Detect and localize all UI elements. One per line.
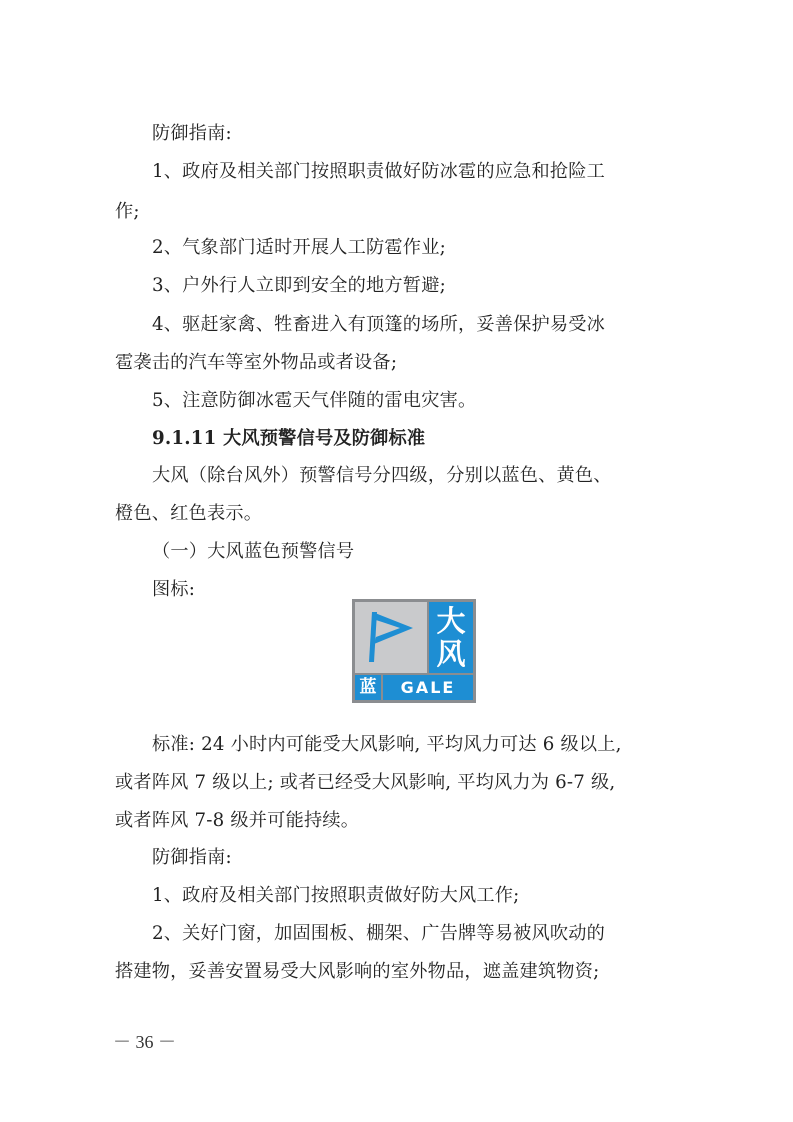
- standard-line-3: 或者阵风 7-8 级并可能持续。: [115, 810, 360, 831]
- guide-item-3: 3、户外行人立即到安全的地方暂避;: [152, 275, 446, 296]
- page-number: － 36 －: [113, 1032, 176, 1052]
- char-da: 大: [436, 604, 466, 638]
- char-feng: 风: [436, 637, 466, 671]
- wind-guide-item-2: 2、关好门窗，加固围板、棚架、广告牌等易被风吹动的: [152, 923, 606, 944]
- signal-levels-text-cont: 橙色、红色表示。: [115, 503, 263, 524]
- standard-line-2: 或者阵风 7 级以上; 或者已经受大风影响, 平均风力为 6-7 级,: [115, 772, 616, 793]
- icon-label: 图标:: [152, 579, 196, 600]
- blue-signal-heading: （一）大风蓝色预警信号: [152, 541, 355, 562]
- english-label: GALE: [383, 675, 473, 700]
- signal-levels-text: 大风（除台风外）预警信号分四级，分别以蓝色、黄色、: [152, 465, 612, 486]
- char-panel: [429, 602, 473, 673]
- guide-item-4: 4、驱赶家禽、牲畜进入有顶篷的场所，妥善保护易受冰: [152, 314, 606, 335]
- guide-item-4-cont: 雹袭击的汽车等室外物品或者设备;: [115, 352, 398, 373]
- flag-panel: [355, 602, 427, 673]
- wind-guide-item-2-cont: 搭建物，妥善安置易受大风影响的室外物品，遮盖建筑物资;: [115, 961, 600, 982]
- guide-heading-1: 防御指南:: [152, 123, 232, 144]
- guide-item-1: 1、政府及相关部门按照职责做好防冰雹的应急和抢险工: [152, 161, 606, 182]
- wind-flag-icon: [355, 602, 427, 673]
- wind-guide-item-1: 1、政府及相关部门按照职责做好防大风工作;: [152, 885, 520, 906]
- section-heading: 9.1.11 大风预警信号及防御标准: [152, 428, 426, 449]
- guide-heading-2: 防御指南:: [152, 847, 232, 868]
- gale-blue-warning-icon: [352, 599, 476, 703]
- level-badge: 蓝: [355, 675, 381, 700]
- standard-line-1: 标准: 24 小时内可能受大风影响, 平均风力可达 6 级以上,: [152, 734, 622, 755]
- guide-item-1-cont: 作;: [115, 201, 140, 222]
- guide-item-5: 5、注意防御冰雹天气伴随的雷电灾害。: [152, 390, 477, 411]
- guide-item-2: 2、气象部门适时开展人工防雹作业;: [152, 237, 446, 258]
